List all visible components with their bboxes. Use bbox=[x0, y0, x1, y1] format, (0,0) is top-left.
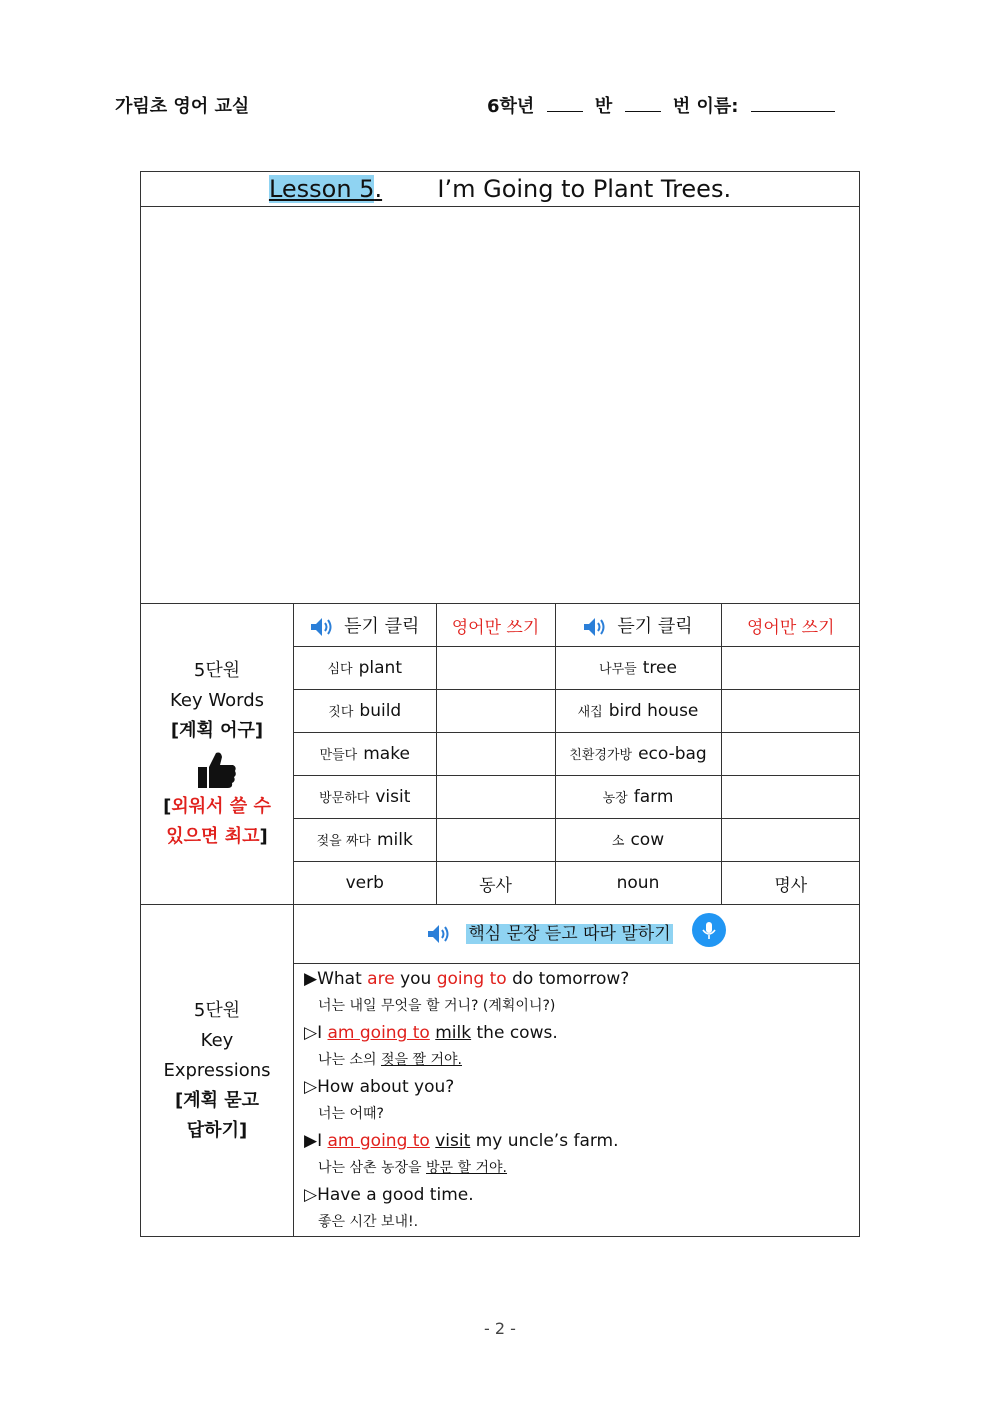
answer-2-translation bbox=[304, 1155, 859, 1182]
word-ko: 만들다 bbox=[319, 748, 358, 763]
lesson-title bbox=[141, 172, 860, 207]
closing-translation: 좋은 시간 보내!. bbox=[318, 1214, 419, 1230]
verb-label: verb bbox=[294, 862, 436, 905]
table-row bbox=[294, 690, 860, 733]
write-cell[interactable] bbox=[721, 690, 860, 733]
table-row bbox=[294, 647, 860, 690]
write-cell[interactable] bbox=[721, 776, 860, 819]
word-verb[interactable] bbox=[294, 819, 436, 862]
word-ko: 심다 bbox=[327, 662, 353, 677]
thumbs-up-icon bbox=[141, 746, 293, 792]
expressions-label-3: [계획 묻고 bbox=[174, 1089, 260, 1111]
tip-open: [ bbox=[163, 796, 172, 817]
table-row bbox=[294, 733, 860, 776]
write-cell[interactable] bbox=[721, 733, 860, 776]
word-noun[interactable] bbox=[555, 733, 721, 776]
write-cell[interactable] bbox=[721, 819, 860, 862]
word-ko: 짓다 bbox=[328, 705, 354, 720]
word-en: eco-bag bbox=[638, 744, 707, 764]
question-1 bbox=[304, 966, 859, 993]
q1-part-e: do tomorrow? bbox=[512, 969, 630, 989]
listen-header-2[interactable] bbox=[555, 604, 721, 647]
student-info bbox=[487, 92, 841, 118]
write-cell[interactable] bbox=[436, 819, 555, 862]
noun-label: noun bbox=[555, 862, 721, 905]
page-number: - 2 - bbox=[484, 1319, 516, 1338]
keywords-tip-1: 외워서 쓸 수 bbox=[171, 796, 271, 817]
word-ko: 젖을 짜다 bbox=[316, 834, 371, 849]
a2-part-c: visit bbox=[435, 1131, 471, 1151]
a1-part-a: I bbox=[317, 1023, 323, 1043]
expressions-label-2: Expressions bbox=[163, 1059, 271, 1081]
a2-part-b: am going to bbox=[327, 1131, 430, 1151]
question-2-translation: 너는 어때? bbox=[318, 1106, 384, 1122]
q1-part-d: going to bbox=[436, 969, 507, 989]
worksheet-table bbox=[140, 171, 860, 1237]
lesson-dot: . bbox=[374, 175, 383, 203]
speaker-icon bbox=[583, 616, 609, 638]
a1-ko-part-b: 젖을 짤 거야. bbox=[381, 1052, 462, 1068]
listen-header-1[interactable] bbox=[294, 604, 436, 647]
expressions-label-4: 답하기] bbox=[186, 1119, 248, 1141]
answer-1 bbox=[304, 1020, 859, 1047]
q1-part-b: are bbox=[367, 969, 395, 989]
word-en: farm bbox=[633, 787, 674, 807]
expressions-header-text: 핵심 문장 듣고 따라 말하기 bbox=[468, 924, 671, 944]
word-ko: 친환경가방 bbox=[569, 748, 633, 763]
a1-part-b: am going to bbox=[327, 1023, 430, 1043]
keywords-tip-2: 있으면 최고 bbox=[166, 826, 260, 847]
number-label: 번 bbox=[672, 96, 691, 117]
class-label: 반 bbox=[594, 96, 613, 117]
a1-part-d: the cows. bbox=[476, 1023, 558, 1043]
answer-2 bbox=[304, 1128, 859, 1155]
word-en: make bbox=[363, 744, 410, 764]
table-row bbox=[294, 819, 860, 862]
word-noun[interactable] bbox=[555, 647, 721, 690]
word-en: bird house bbox=[608, 701, 699, 721]
q1-part-c: you bbox=[400, 969, 432, 989]
a2-part-a: I bbox=[317, 1131, 323, 1151]
expressions-side-panel bbox=[141, 905, 294, 1237]
tip-close: ] bbox=[259, 826, 268, 847]
number-blank[interactable] bbox=[625, 95, 661, 112]
keywords-label: Key Words bbox=[170, 690, 264, 711]
word-ko: 방문하다 bbox=[319, 791, 370, 806]
school-name: 가림초 영어 교실 bbox=[115, 96, 250, 117]
a2-part-d: my uncle’s farm. bbox=[475, 1131, 619, 1151]
write-cell[interactable] bbox=[436, 733, 555, 776]
bullet-marker: ▷ bbox=[304, 1023, 318, 1043]
write-cell[interactable] bbox=[436, 647, 555, 690]
write-cell[interactable] bbox=[436, 690, 555, 733]
write-cell[interactable] bbox=[721, 647, 860, 690]
word-en: cow bbox=[630, 830, 665, 850]
question-1-translation: 너는 내일 무엇을 할 거니? (계획이니?) bbox=[318, 998, 556, 1014]
write-header-1: 영어만 쓰기 bbox=[436, 604, 555, 647]
expressions-unit: 5단원 bbox=[193, 999, 241, 1021]
a2-ko-part-b: 방문 할 거야. bbox=[426, 1160, 508, 1176]
speaker-icon bbox=[310, 616, 336, 638]
word-verb[interactable] bbox=[294, 690, 436, 733]
bullet-marker: ▷ bbox=[304, 1077, 318, 1097]
a2-ko-part-a: 나는 삼촌 농장을 bbox=[318, 1160, 422, 1176]
word-en: build bbox=[359, 701, 402, 721]
closing-text: Have a good time. bbox=[317, 1185, 474, 1205]
lesson-main-title: I’m Going to Plant Trees. bbox=[437, 175, 732, 203]
write-cell[interactable] bbox=[436, 776, 555, 819]
closing-line bbox=[304, 1182, 859, 1209]
noun-ko-label: 명사 bbox=[721, 862, 860, 905]
bullet-marker: ▶ bbox=[304, 1131, 318, 1151]
a1-ko-part-a: 나는 소의 bbox=[318, 1052, 377, 1068]
microphone-icon[interactable] bbox=[692, 913, 726, 947]
q1-part-a: What bbox=[317, 969, 362, 989]
grade-label: 6학년 bbox=[487, 96, 535, 117]
lesson-number: Lesson 5 bbox=[268, 175, 375, 203]
q2-text: How about you? bbox=[317, 1077, 455, 1097]
table-row bbox=[294, 776, 860, 819]
class-blank[interactable] bbox=[547, 95, 583, 112]
word-noun[interactable] bbox=[555, 819, 721, 862]
write-header-2: 영어만 쓰기 bbox=[721, 604, 860, 647]
verb-ko-label: 동사 bbox=[436, 862, 555, 905]
keywords-table bbox=[294, 604, 860, 904]
answer-1-translation bbox=[304, 1047, 859, 1074]
word-en: plant bbox=[358, 658, 402, 678]
word-ko: 새집 bbox=[577, 705, 603, 720]
name-label: 이름: bbox=[696, 96, 739, 117]
expressions-header[interactable] bbox=[294, 905, 859, 964]
word-verb[interactable] bbox=[294, 733, 436, 776]
keywords-sub: [계획 어구] bbox=[170, 720, 264, 741]
listen-label: 듣기 클릭 bbox=[617, 616, 693, 637]
keywords-unit: 5단원 bbox=[193, 660, 241, 681]
word-ko: 농장 bbox=[602, 791, 628, 806]
word-ko: 나무들 bbox=[599, 662, 637, 677]
word-verb[interactable] bbox=[294, 647, 436, 690]
word-ko: 소 bbox=[611, 834, 625, 849]
word-noun[interactable] bbox=[555, 776, 721, 819]
word-en: visit bbox=[375, 787, 411, 807]
question-2 bbox=[304, 1074, 859, 1101]
bullet-marker: ▶ bbox=[304, 969, 318, 989]
word-en: milk bbox=[377, 830, 413, 850]
table-row bbox=[294, 862, 860, 905]
speaker-icon bbox=[427, 923, 453, 945]
bullet-marker: ▷ bbox=[304, 1185, 318, 1205]
word-noun[interactable] bbox=[555, 690, 721, 733]
word-en: tree bbox=[642, 658, 677, 678]
name-blank[interactable] bbox=[751, 95, 835, 112]
image-area bbox=[141, 207, 860, 604]
keywords-side-panel bbox=[141, 604, 294, 905]
word-verb[interactable] bbox=[294, 776, 436, 819]
a1-part-c: milk bbox=[435, 1023, 472, 1043]
expressions-dialogue bbox=[294, 964, 859, 1236]
expressions-label-1: Key bbox=[200, 1029, 234, 1051]
listen-label: 듣기 클릭 bbox=[344, 616, 420, 637]
